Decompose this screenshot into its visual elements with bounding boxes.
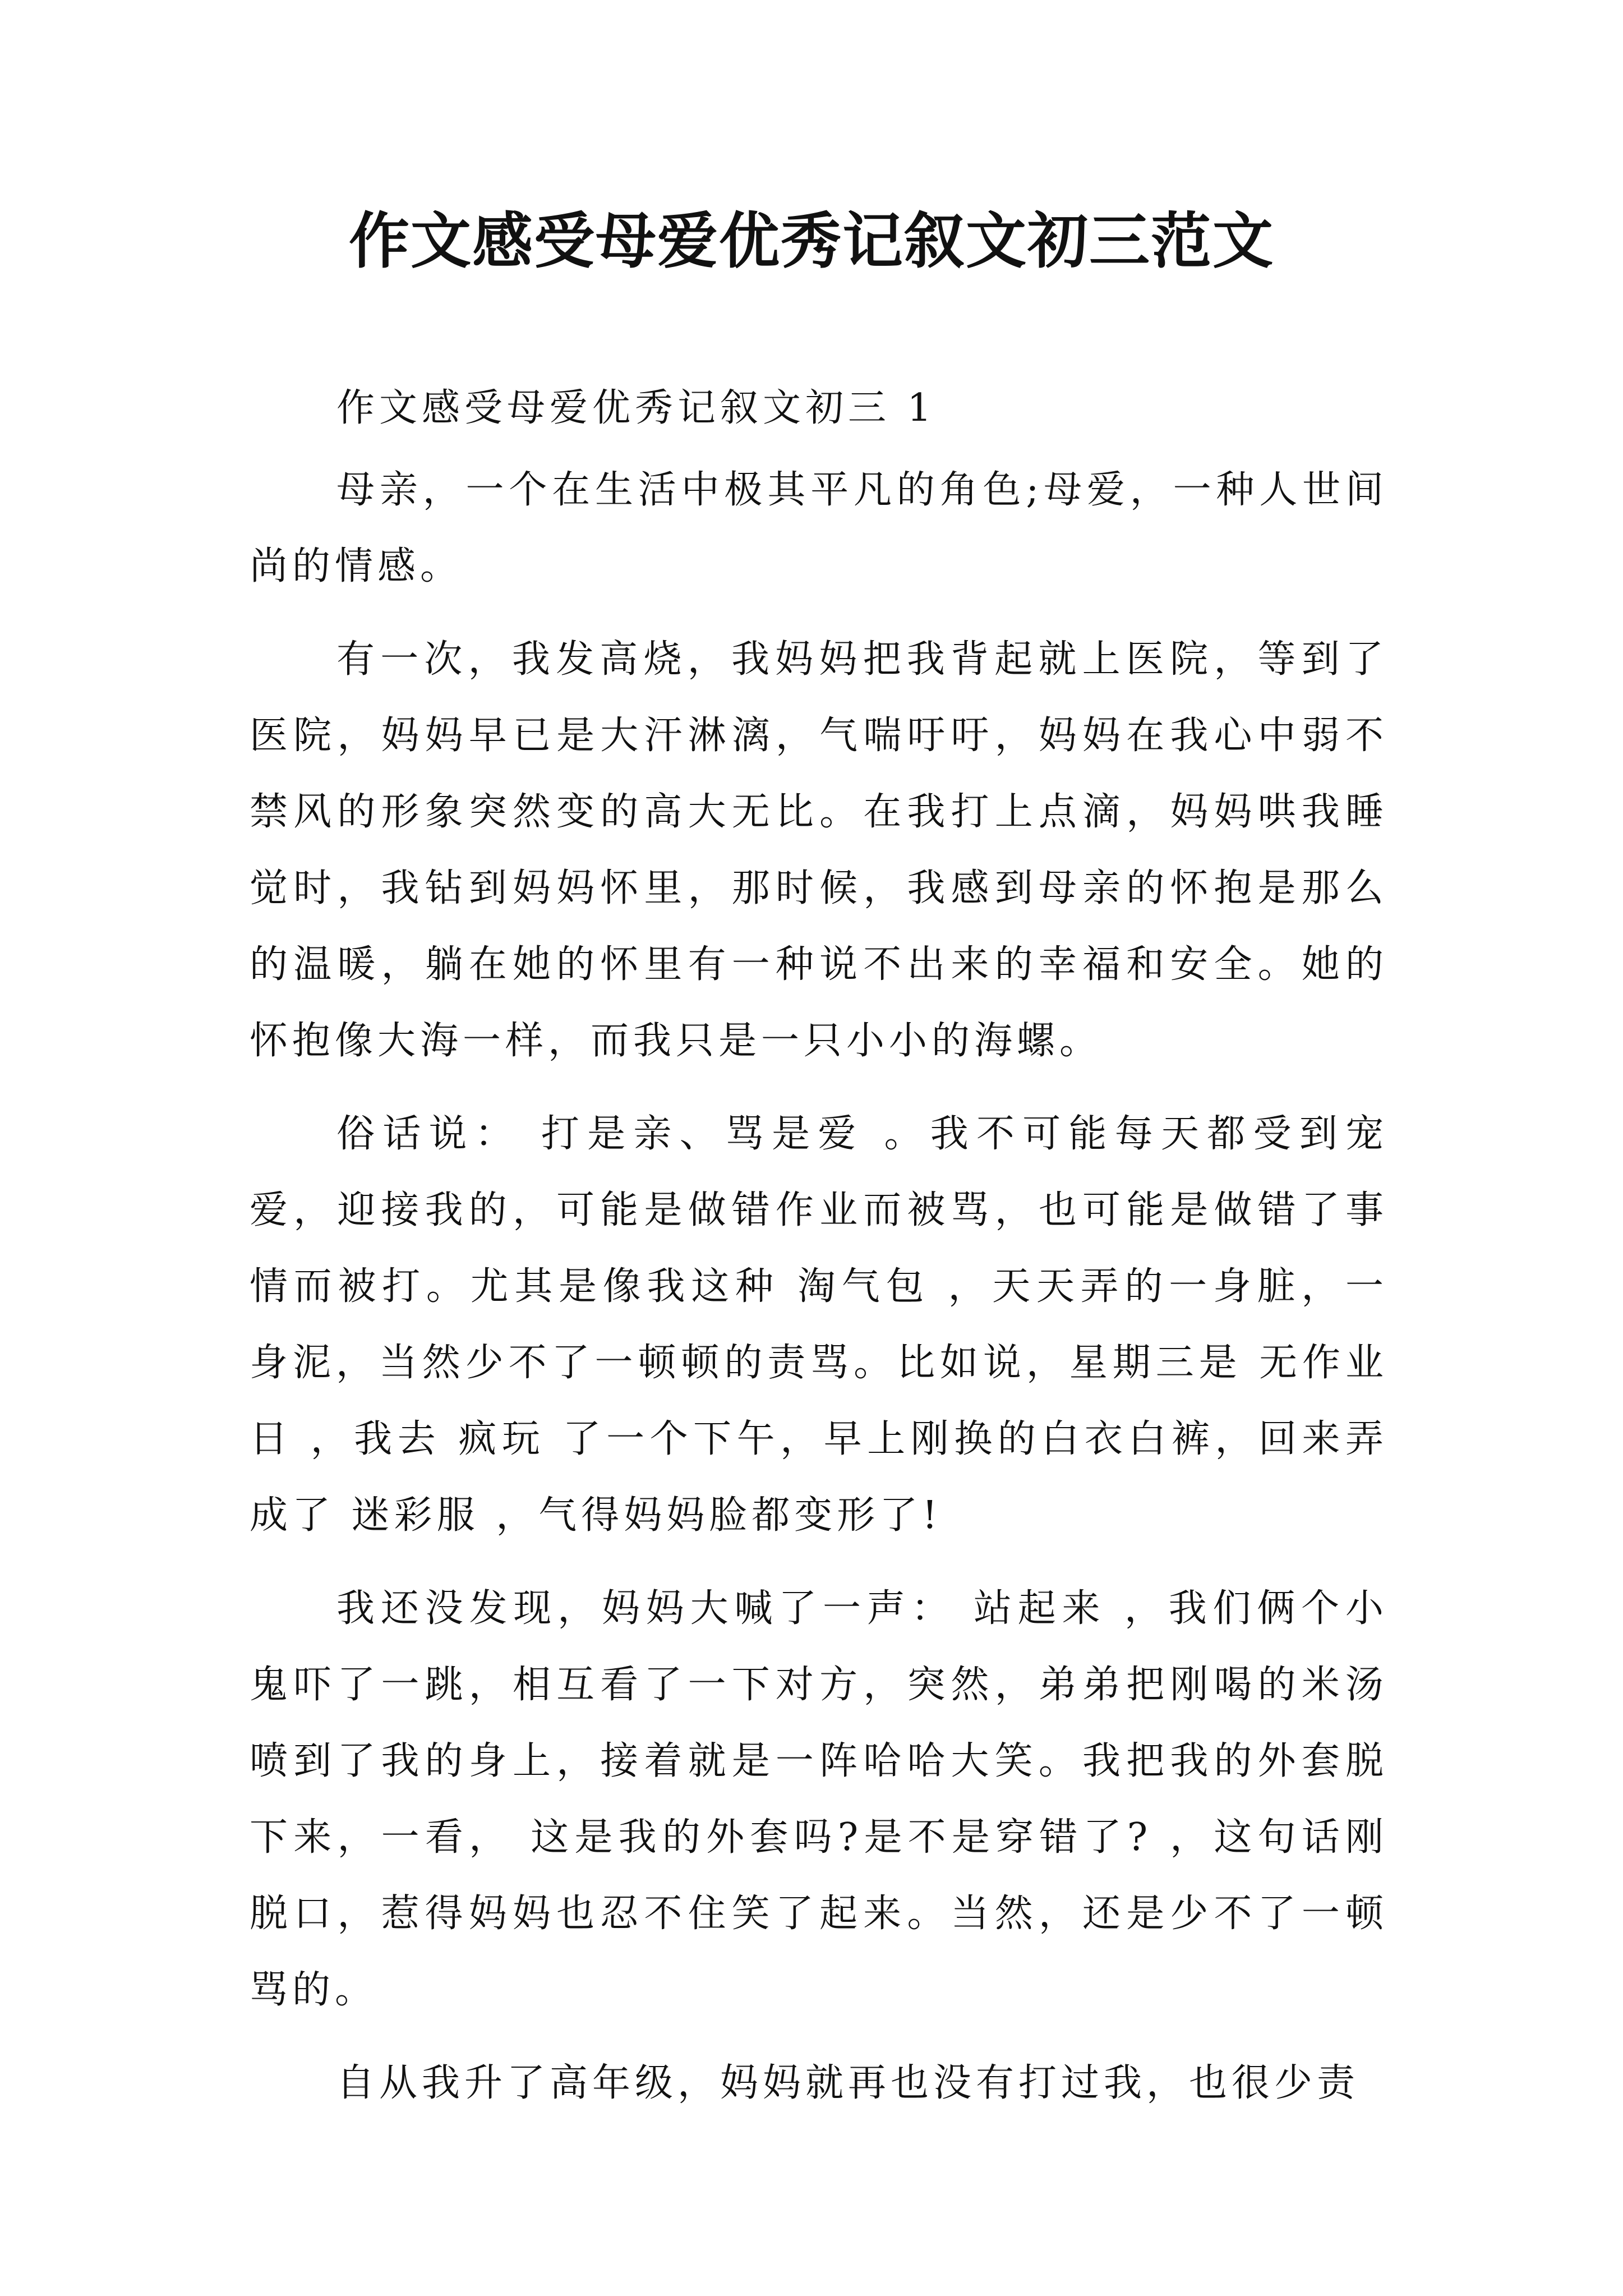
section-heading: 作文感受母爱优秀记叙文初三 1 — [336, 386, 936, 430]
paragraph: 自从我升了高年级，妈妈就再也没有打过我，也很少责 — [336, 2061, 1360, 2105]
document-title: 作文感受母爱优秀记叙文初三范文 — [348, 206, 1274, 277]
paragraph: 母亲，一个在生活中极其平凡的角色;母爱，一种人世间尚的情感。 — [250, 468, 1388, 588]
paragraph: 俗话说： 打是亲、骂是爱 。我不可能每天都受到宠爱，迎接我的，可能是做错作业而被骂，也可能是做错了事情而被打。尤其是像我这种 淘气包 ，天天弄的一身脏，一身泥，当然少不了一顿顿的责骂。比如说，星期三是 无作业日 ，我去 疯玩 了一个下午，早上刚换的白衣白裤，回来弄成了 迷彩服 ，气得妈妈脸都变形了! — [250, 1112, 1388, 1538]
paragraph: 我还没发现，妈妈大喊了一声： 站起来 ，我们俩个小鬼吓了一跳，相互看了一下对方，突然，弟弟把刚喝的米汤喷到了我的身上，接着就是一阵哈哈大笑。我把我的外套脱下来，一看， 这是我的外套吗?是不是穿错了? ，这句话刚脱口，惹得妈妈也忍不住笑了起来。当然，还是少不了一顿骂的。 — [250, 1586, 1388, 2012]
paragraph: 有一次，我发高烧，我妈妈把我背起就上医院，等到了医院，妈妈早已是大汗淋漓，气喘吁吁，妈妈在我心中弱不禁风的形象突然变的高大无比。在我打上点滴，妈妈哄我睡觉时，我钻到妈妈怀里，那时候，我感到母亲的怀抱是那么的温暖，躺在她的怀里有一种说不出来的幸福和安全。她的怀抱像大海一样，而我只是一只小小的海螺。 — [250, 637, 1388, 1063]
document-body — [250, 370, 1388, 2138]
